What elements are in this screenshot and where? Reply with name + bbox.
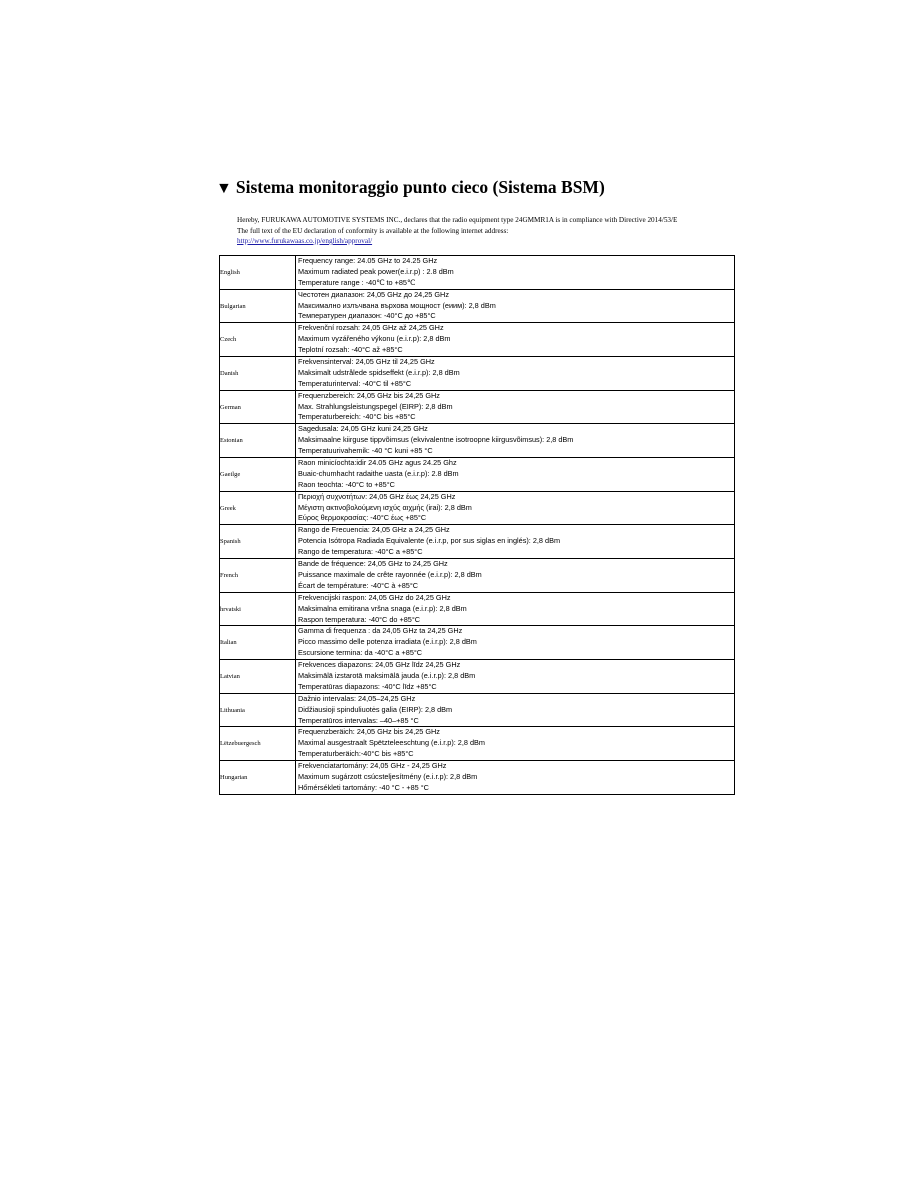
table-row bbox=[220, 289, 735, 323]
table-row bbox=[220, 458, 735, 492]
table-row bbox=[220, 626, 735, 660]
spec-line: Frekvensinterval: 24,05 GHz til 24,25 GHz bbox=[298, 357, 435, 367]
spec-line: Didžiausioji spinduliuotės galia (EIRP): 2,8 dBm bbox=[298, 704, 453, 714]
spec-cell bbox=[296, 424, 735, 458]
spec-line: Max. Strahlungsleistungspegel (EIRP): 2,8 dBm bbox=[298, 401, 453, 411]
spec-line: Temperaturinterval: -40°C til +85°C bbox=[298, 378, 412, 388]
spec-line: Buaic-chumhacht radaithe uasta (e.i.r.p): 2.8 dBm bbox=[298, 468, 459, 478]
spec-line: Raon minicíochta:idir 24.05 GHz agus 24.25 Ghz bbox=[298, 458, 457, 468]
spec-line: Maximum vyzářeného výkonu (e.i.r.p): 2,8 dBm bbox=[298, 334, 451, 344]
table-row bbox=[220, 390, 735, 424]
spec-line: Temperatuurivahemik: -40 °C kuni +85 °C bbox=[298, 446, 433, 456]
spec-cell bbox=[296, 626, 735, 660]
spec-line: Frequenzbereich: 24,05 GHz bis 24,25 GHz bbox=[298, 390, 440, 400]
language-cell: French bbox=[220, 559, 296, 593]
spec-line: Maximum radiated peak power(e.i.r.p) : 2.8 dBm bbox=[298, 266, 454, 276]
spec-line: Gamma di frequenza : da 24,05 GHz ta 24,25 GHz bbox=[298, 626, 463, 636]
language-cell: Estonian bbox=[220, 424, 296, 458]
page-title bbox=[216, 177, 605, 198]
spec-line: Picco massimo delle potenza irradiata (e.i.r.p): 2,8 dBm bbox=[298, 637, 477, 647]
spec-line: Temperatūras diapazons: -40°C līdz +85°C bbox=[298, 681, 437, 691]
language-cell: Greek bbox=[220, 491, 296, 525]
language-cell: Italian bbox=[220, 626, 296, 660]
spec-line: Raspon temperatura: -40°C do +85°C bbox=[298, 614, 421, 624]
spec-line: Frekvenční rozsah: 24,05 GHz až 24,25 GHz bbox=[298, 323, 444, 333]
spec-cell bbox=[296, 693, 735, 727]
spec-cell bbox=[296, 458, 735, 492]
spec-line: Écart de température: -40°C à +85°C bbox=[298, 580, 419, 590]
language-cell: hrvatski bbox=[220, 592, 296, 626]
language-cell: Danish bbox=[220, 357, 296, 391]
triangle-marker-icon: ▼ bbox=[216, 180, 232, 197]
language-cell: Lithuania bbox=[220, 693, 296, 727]
spec-line: Frequency range: 24.05 GHz to 24.25 GHz bbox=[298, 256, 438, 265]
spec-line: Rango de temperatura: -40°C a +85°C bbox=[298, 547, 423, 557]
spec-line: Честотен диапазон: 24,05 GHz до 24,25 GHz bbox=[298, 289, 449, 299]
spec-line: Frequenzberäich: 24,05 GHz bis 24,25 GHz bbox=[298, 727, 440, 737]
spec-line: Maksimaalne kiirguse tippvõimsus (ekvivalentne isotroopne kiirgusvõimsus): 2,8 dBm bbox=[298, 435, 574, 445]
spec-cell bbox=[296, 727, 735, 761]
spec-line: Escursione termina: da -40°C a +85°C bbox=[298, 648, 423, 658]
spec-line: Temperatūros intervalas: –40–+85 °C bbox=[298, 715, 419, 725]
spec-cell bbox=[296, 559, 735, 593]
language-cell: English bbox=[220, 256, 296, 290]
spec-line: Hőmérsékleti tartomány: -40 °C - +85 °C bbox=[298, 782, 429, 792]
language-cell: Czech bbox=[220, 323, 296, 357]
spec-cell bbox=[296, 592, 735, 626]
language-cell: Spanish bbox=[220, 525, 296, 559]
spec-line: Maksimalna emitirana vršna snaga (e.i.r.p): 2,8 dBm bbox=[298, 603, 467, 613]
spec-line: Frekvences diapazons: 24,05 GHz līdz 24,25 GHz bbox=[298, 660, 461, 670]
table-row bbox=[220, 424, 735, 458]
table-row bbox=[220, 323, 735, 357]
spec-line: Maksimālā izstarotā maksimālā jauda (e.i.r.p): 2,8 dBm bbox=[298, 670, 476, 680]
spec-line: Temperaturberäich:-40°C bis +85°C bbox=[298, 749, 414, 759]
page-title-text: Sistema monitoraggio punto cieco (Sistema BSM) bbox=[235, 177, 605, 197]
spec-line: Περιοχή συχνοτήτων: 24,05 GHz έως 24,25 GHz bbox=[298, 491, 456, 501]
spec-line: Максимално излъчвана върхова мощност (еиим): 2,8 dBm bbox=[298, 300, 496, 310]
spec-cell bbox=[296, 289, 735, 323]
spec-line: Maksimalt udstrålede spidseffekt (e.i.r.p): 2,8 dBm bbox=[298, 367, 460, 377]
spec-cell bbox=[296, 323, 735, 357]
spec-line: Frekvencijski raspon: 24,05 GHz do 24,25 GHz bbox=[298, 592, 451, 602]
table-row bbox=[220, 357, 735, 391]
spec-cell bbox=[296, 491, 735, 525]
spec-cell bbox=[296, 525, 735, 559]
language-cell: Hungarian bbox=[220, 761, 296, 795]
table-row bbox=[220, 592, 735, 626]
approval-link[interactable]: http://www.furukawaas.co.jp/english/approval/ bbox=[237, 237, 373, 245]
spec-line: Μέγιστη ακτινοβολούμενη ισχύς αιχμής (irai): 2,8 dBm bbox=[298, 502, 472, 512]
spec-cell bbox=[296, 761, 735, 795]
table-row bbox=[220, 693, 735, 727]
spec-cell bbox=[296, 256, 735, 290]
language-cell: Gaeilge bbox=[220, 458, 296, 492]
spec-line: Temperature range : -40℃ to +85℃ bbox=[298, 277, 416, 287]
spec-line: Sagedusala: 24,05 GHz kuni 24,25 GHz bbox=[298, 424, 428, 434]
spec-line: Rango de Frecuencia: 24,05 GHz a 24,25 GHz bbox=[298, 525, 450, 535]
spec-line: Bande de fréquence: 24,05 GHz to 24,25 GHz bbox=[298, 559, 448, 569]
language-cell: German bbox=[220, 390, 296, 424]
declaration-availability: The full text of the EU declaration of conformity is available at the following internet address: bbox=[237, 226, 509, 235]
table-row bbox=[220, 727, 735, 761]
spec-cell bbox=[296, 660, 735, 694]
spec-line: Dažnio intervalas: 24,05–24,25 GHz bbox=[298, 693, 416, 703]
table-row bbox=[220, 256, 735, 290]
table-row bbox=[220, 761, 735, 795]
spec-line: Температурен диапазон: -40°C до +85°C bbox=[298, 311, 436, 321]
spec-line: Raon teochta: -40°C to +85°C bbox=[298, 479, 395, 489]
spec-line: Maximal ausgestraalt Spëtzteleeschtung (e.i.r.p): 2,8 dBm bbox=[298, 738, 485, 748]
spec-line: Maximum sugárzott csúcsteljesítmény (e.i.r.p): 2,8 dBm bbox=[298, 771, 478, 781]
spec-cell bbox=[296, 390, 735, 424]
radio-spec-table bbox=[219, 255, 735, 795]
declaration-intro bbox=[237, 215, 677, 247]
table-row bbox=[220, 525, 735, 559]
spec-line: Εύρος θερμοκρασίας: -40°C έως +85°C bbox=[298, 513, 427, 523]
declaration-statement: Hereby, FURUKAWA AUTOMOTIVE SYSTEMS INC., declares that the radio equipment type 24GMMR1A is in compliance with Directive 2014/53/E bbox=[237, 216, 678, 224]
spec-line: Teplotní rozsah: -40°C až +85°C bbox=[298, 345, 403, 355]
spec-line: Frekvenciatartomány: 24,05 GHz - 24,25 GHz bbox=[298, 761, 447, 771]
spec-line: Temperaturbereich: -40°C bis +85°C bbox=[298, 412, 416, 422]
language-cell: Latvian bbox=[220, 660, 296, 694]
spec-line: Potencia Isótropa Radiada Equivalente (e.i.r.p, por sus siglas en inglés): 2,8 dBm bbox=[298, 536, 561, 546]
language-cell: Bulgarian bbox=[220, 289, 296, 323]
spec-cell bbox=[296, 357, 735, 391]
table-row bbox=[220, 660, 735, 694]
table-row bbox=[220, 491, 735, 525]
table-row bbox=[220, 559, 735, 593]
radio-spec-table-body bbox=[220, 256, 735, 795]
language-cell: Lëtzebuergesch bbox=[220, 727, 296, 761]
spec-line: Puissance maximale de crête rayonnée (e.i.r.p): 2,8 dBm bbox=[298, 569, 482, 579]
